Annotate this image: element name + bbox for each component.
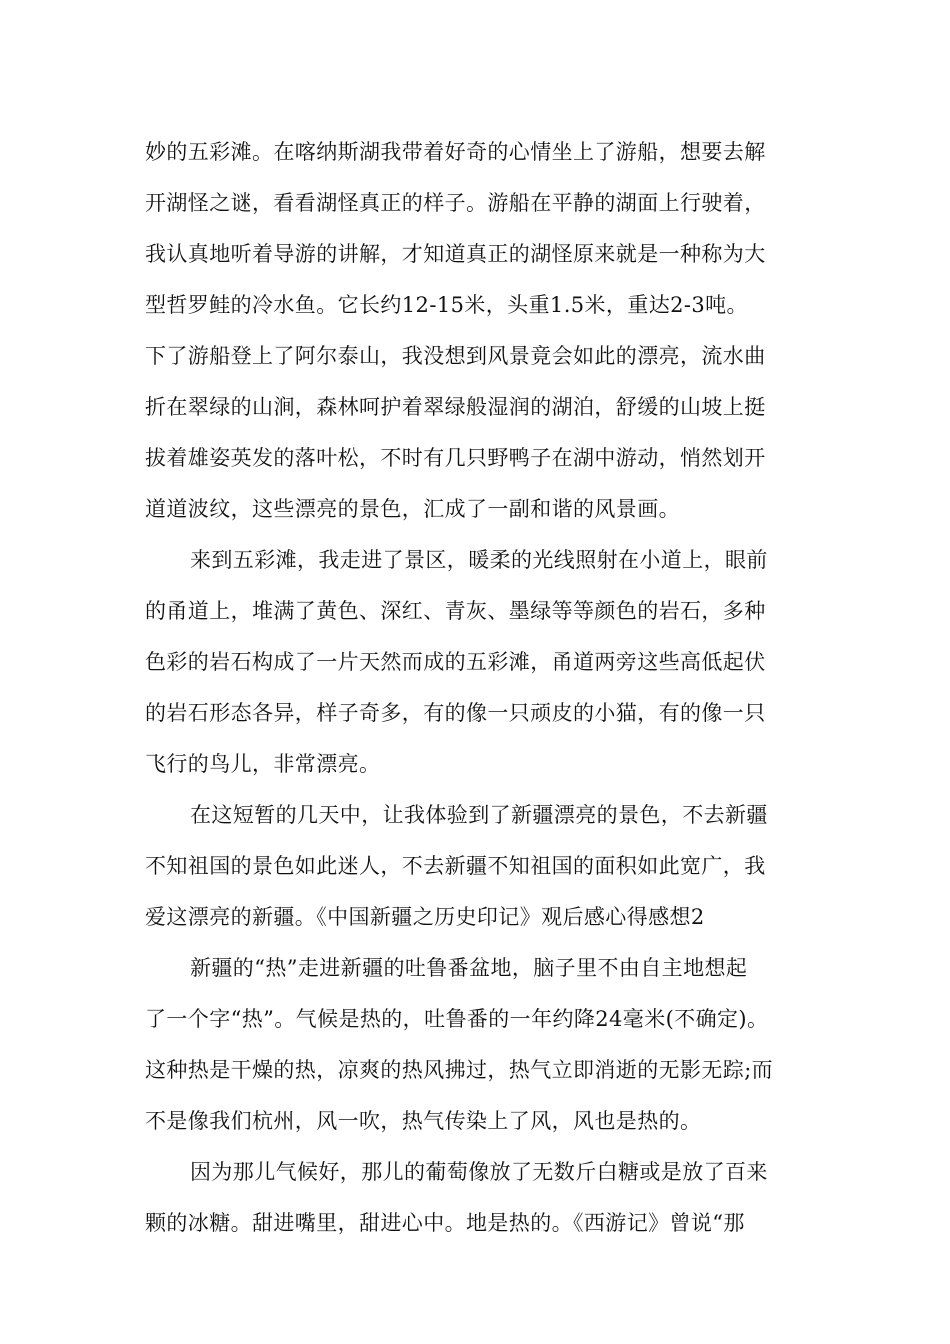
text-line: 飞行的鸟儿，非常漂亮。: [145, 752, 381, 776]
text-line: 的甬道上，堆满了黄色、深红、青灰、墨绿等等颜色的岩石，多种: [145, 599, 766, 623]
text-line: 道道波纹，这些漂亮的景色，汇成了一副和谐的风景画。: [145, 497, 680, 521]
paragraph-first-line: 新疆的“热”走进新疆的吐鲁番盆地，脑子里不由自主地想起: [190, 956, 748, 980]
text-line: 拔着雄姿英发的落叶松，不时有几只野鸭子在湖中游动，悄然划开: [145, 446, 766, 470]
text-line: 颗的冰糖。甜进嘴里，甜进心中。地是热的。《西游记》曾说“那: [145, 1211, 745, 1235]
text-line: 了一个字“热”。气候是热的，吐鲁番的一年约降24毫米(不确定)。: [145, 1007, 769, 1031]
text-line: 这种热是干燥的热，凉爽的热风拂过，热气立即消逝的无影无踪;而: [145, 1058, 774, 1082]
text-line: 下了游船登上了阿尔泰山，我没想到风景竟会如此的漂亮，流水曲: [145, 344, 766, 368]
paragraph-first-line: 在这短暂的几天中，让我体验到了新疆漂亮的景色，不去新疆: [190, 803, 768, 827]
text-line: 不是像我们杭州，风一吹，热气传染上了风，风也是热的。: [145, 1109, 702, 1133]
paragraph-first-line: 因为那儿气候好，那儿的葡萄像放了无数斤白糖或是放了百来: [190, 1160, 768, 1184]
text-line: 开湖怪之谜，看看湖怪真正的样子。游船在平静的湖面上行驶着，: [145, 191, 766, 215]
text-line: 色彩的岩石构成了一片天然而成的五彩滩，甬道两旁这些高低起伏: [145, 650, 766, 674]
text-line: 不知祖国的景色如此迷人，不去新疆不知祖国的面积如此宽广，我: [145, 854, 766, 878]
text-line: 妙的五彩滩。在喀纳斯湖我带着好奇的心情坐上了游船，想要去解: [145, 140, 766, 164]
text-line: 的岩石形态各异，样子奇多，有的像一只顽皮的小猫，有的像一只: [145, 701, 766, 725]
text-line: 型哲罗鲑的冷水鱼。它长约12-15米，头重1.5米，重达2-3吨。: [145, 293, 748, 317]
text-line: 爱这漂亮的新疆。《中国新疆之历史印记》观后感心得感想2: [145, 905, 705, 929]
text-line: 折在翠绿的山涧，森林呵护着翠绿般湿润的湖泊，舒缓的山坡上挺: [145, 395, 766, 419]
paragraph-first-line: 来到五彩滩，我走进了景区，暖柔的光线照射在小道上，眼前: [190, 548, 768, 572]
text-line: 我认真地听着导游的讲解，才知道真正的湖怪原来就是一种称为大: [145, 242, 766, 266]
